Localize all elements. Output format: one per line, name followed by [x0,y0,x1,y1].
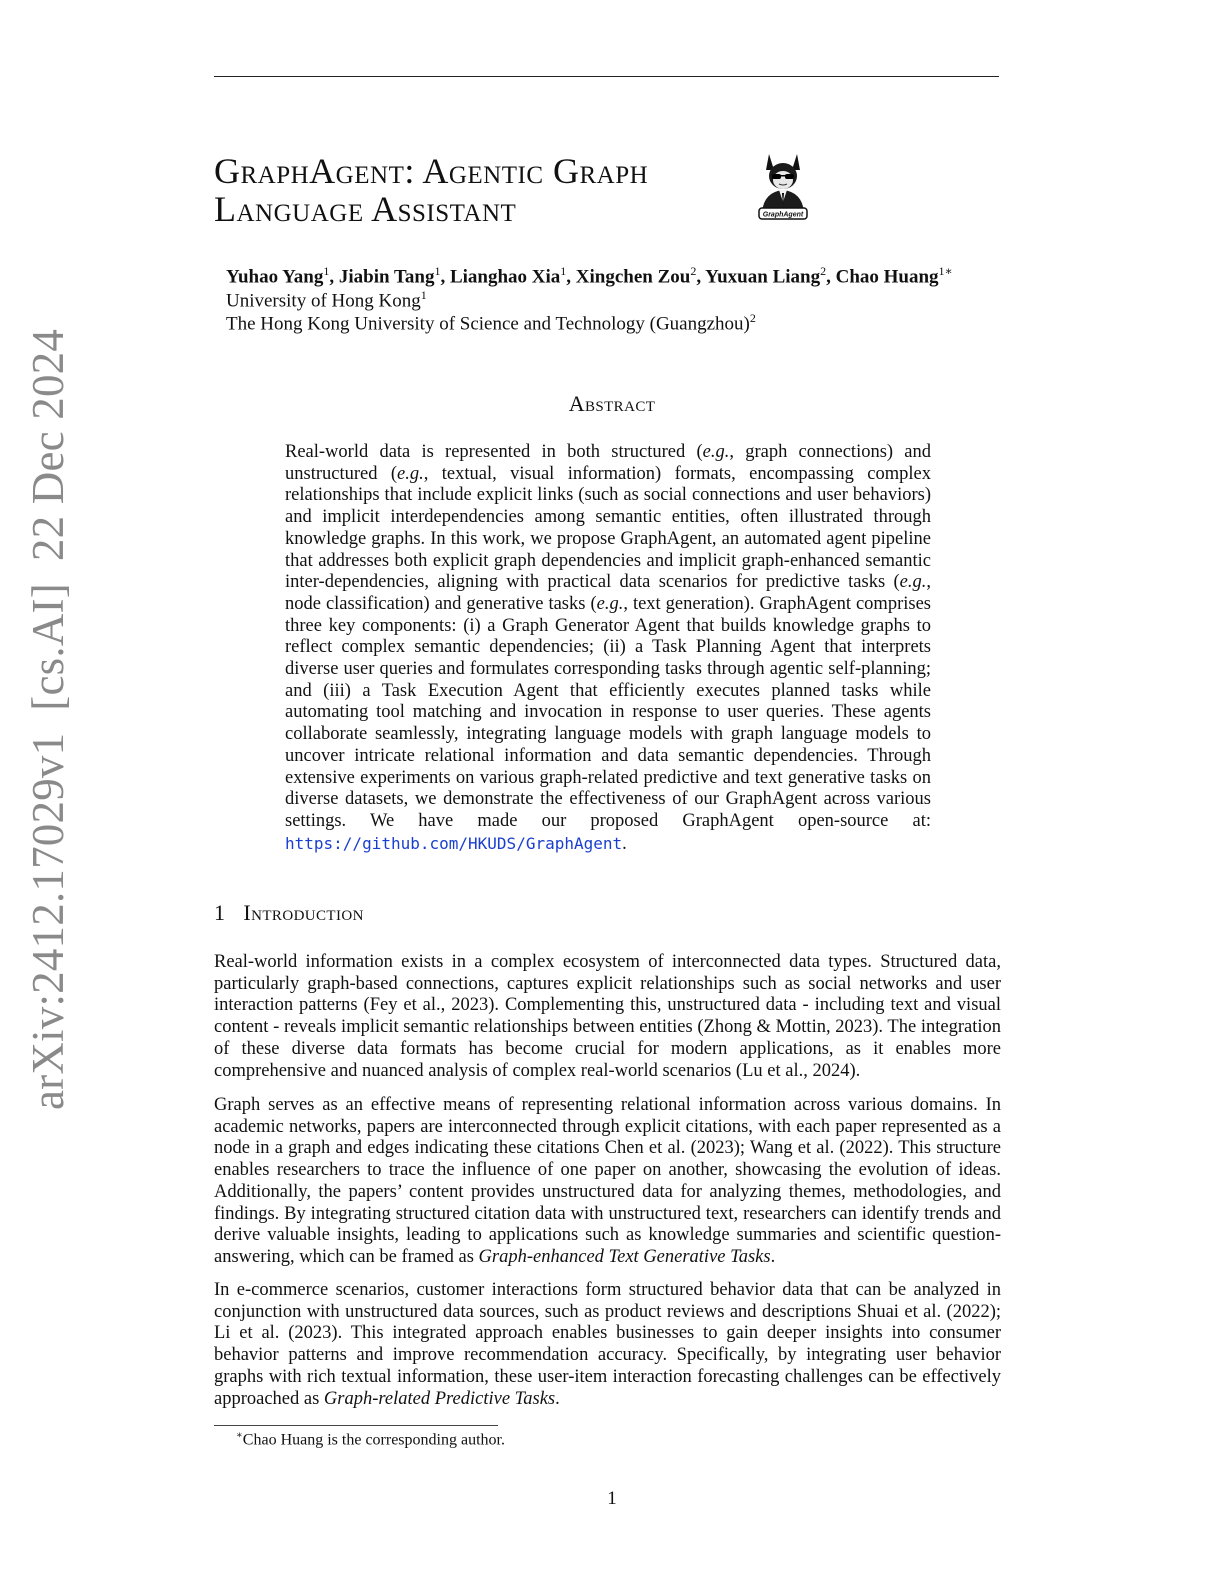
section-number: 1 [214,900,226,925]
author-affiliation-mark: 2 [820,264,827,278]
body-text: , text generation). GraphAgent comprises three key components: (i) a Graph Generator Agent that builds knowledge graphs to reflect complex semantic dependencies; (ii) a Task Planning Agent that interprets diverse user queries and formulates corresponding tasks through agentic self-planning; and (iii) a Task Execution Agent that efficiently executes planned tasks while automating tool matching and invocation in response to user queries. These agents collaborate seamlessly, integrating language models with graph language models to uncover intricate relational information and data semantic dependencies. Through extensive experiments on various graph-related predictive and text generative tasks on diverse datasets, we demonstrate the effectiveness of our GraphAgent across various settings. We have made our proposed GraphAgent open-source at: [285,593,931,831]
affiliation-2-mark: 2 [749,311,756,325]
author-separator: , [826,266,836,288]
emphasis-text: e.g. [397,463,424,484]
author-affiliation-mark: 1∗ [938,264,953,278]
affiliation-2 [226,311,756,335]
emphasis-text: e.g. [702,442,730,462]
author-separator: , [440,266,450,288]
emphasis-text: Graph-related Predictive Tasks [323,1388,556,1409]
author-name: Yuhao Yang [226,266,324,288]
intro-paragraph-1 [214,952,1001,1082]
page-number: 1 [607,1488,617,1509]
footnote-mark: ∗ [236,1430,243,1441]
intro-paragraph-3 [214,1280,1001,1410]
affiliation-1-name: University of Hong Kong [226,290,421,312]
title-line-1: GraphAgent: Agentic Graph [214,151,649,191]
author-name: Xingchen Zou [575,266,691,288]
body-text: , textual, visual information) formats, encompassing complex relationships that include explicit links (such as social connections and user behaviors) and implicit interdependencies among semantic entities, often illustrated through knowledge graphs. In this work, we propose GraphAgent, an automated agent pipeline that addresses both explicit graph dependencies and implicit graph-enhanced semantic inter-dependencies, aligning with practical data scenarios for predictive tasks ( [285,463,932,593]
author-name: Jiabin Tang [338,266,435,288]
author-separator: , [566,266,576,288]
author-name: Yuxuan Liang [705,266,821,288]
author-name: Chao Huang [835,266,939,288]
emphasis-text: e.g. [899,572,927,593]
body-text: Graph serves as an effective means of representing relational information across various domains. In academic networks, papers are interconnected through explicit citations, with each paper represented as a node in a graph and edges indicating these citations Chen et al. (2023); Wang et al. (2022). This structure enables researchers to trace the influence of one paper on another, showcasing the evolution of ideas. Additionally, the papers’ content provides unstructured data for analyzing themes, methodologies, and findings. By integrating structured citation data with unstructured text, researchers can identify trends and derive valuable insights, leading to applications such as knowledge summaries and scientific question-answering, which can be framed as [214,1095,1001,1267]
author-separator: , [329,266,339,288]
section-heading [214,900,364,926]
title-line-2: Language Assistant [214,189,517,229]
author-name: Lianghao Xia [449,266,561,288]
section-title: Introduction [243,900,364,925]
abstract-text [285,442,931,855]
github-link[interactable]: https://github.com/HKUDS/GraphAgent [285,833,623,853]
author-list [226,264,953,288]
affiliation-1 [226,288,427,312]
header-rule [214,76,999,77]
footnote-text: Chao Huang is the corresponding author. [242,1431,505,1449]
emphasis-text: Graph-enhanced Text Generative Tasks [478,1246,771,1267]
footnote-rule [214,1425,498,1426]
author-separator: , [696,266,706,288]
arxiv-identifier [18,328,78,1110]
body-text: . [622,833,627,854]
footnote [236,1430,505,1449]
author-affiliation-mark: 1 [434,264,441,278]
intro-paragraph-2 [214,1095,1001,1269]
body-text: In e-commerce scenarios, customer interactions form structured behavior data that can be analyzed in conjunction with unstructured data sources, such as product reviews and descriptions Shuai et al. (2022); Li et al. (2023). This integrated approach enables businesses to gain deeper insights into consumer behavior patterns and improve recommendation accuracy. Specifically, by integrating user behavior graphs with rich textual information, these user-item interaction forecasting challenges can be effectively approached as [214,1280,1001,1409]
arxiv-category: [cs.AI] [23,583,73,711]
logo-caption: GraphAgent [762,211,804,219]
paper-title [214,152,734,228]
body-text: . [555,1388,560,1409]
affiliation-1-mark: 1 [420,288,427,302]
body-text: , graph connections) and unstructured ( [285,442,932,484]
emphasis-text: e.g. [596,593,624,614]
body-text: , node classification) and generative tasks ( [285,572,931,614]
body-text: Real-world data is represented in both structured ( [285,442,703,462]
graphagent-mascot-icon [752,150,814,224]
author-affiliation-mark: 1 [323,264,330,278]
arxiv-date: 22 Dec 2024 [23,328,73,562]
body-text: . [770,1246,776,1267]
body-text: Real-world information exists in a complex ecosystem of interconnected data types. Structured data, particularly graph-based connections, captures explicit relationships such as social networks and user interaction patterns (Fey et al., 2023). Complementing this, unstructured data - including text and visual content - reveals implicit semantic relationships between entities (Zhong & Mottin, 2023). The integration of these diverse data formats has become crucial for modern applications, as it enables more comprehensive and nuanced analysis of complex real-world scenarios (Lu et al., 2024). [214,952,1001,1081]
affiliation-2-name: The Hong Kong University of Science and Technology (Guangzhou) [226,313,750,335]
author-affiliation-mark: 2 [690,264,697,278]
author-affiliation-mark: 1 [560,264,567,278]
arxiv-id: arXiv:2412.17029v1 [23,732,73,1110]
abstract-heading: Abstract [568,391,656,416]
